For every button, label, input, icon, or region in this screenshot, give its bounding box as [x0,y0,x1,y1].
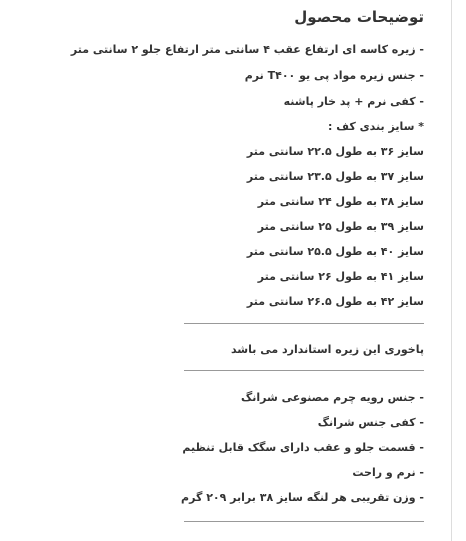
desc-line-size-39: سایز ۳۹ به طول ۲۵ سانتی متر [257,220,424,233]
desc-line-size-36: سایز ۳۶ به طول ۲۲.۵ سانتی متر [246,145,424,158]
fit-note: پاخوری این زیره استاندارد می باشد [230,343,424,356]
desc-line-sole-height: - زیره کاسه ای ارتفاع عقب ۴ سانتی متر ارتفاع جلو ۲ سانتی متر [70,43,424,56]
desc-line-size-38: سایز ۳۸ به طول ۲۴ سانتی متر [257,195,424,208]
desc-line-size-40: سایز ۴۰ به طول ۲۵.۵ سانتی متر [246,245,424,258]
desc-line-sizing-header: * سایز بندی کف : [328,120,424,133]
desc-line-buckles: - قسمت جلو و عقب دارای سگک قابل تنظیم [182,441,424,454]
desc-line-comfort: - نرم و راحت [352,466,424,479]
desc-line-insole-material: - کفی جنس شرانگ [317,416,424,429]
desc-line-sole-material: - جنس زیره مواد پی یو T۴۰۰ نرم [244,69,424,82]
desc-line-size-37: سایز ۳۷ به طول ۲۳.۵ سانتی متر [246,170,424,183]
desc-line-size-42: سایز ۴۲ به طول ۲۶.۵ سانتی متر [246,295,424,308]
separator-line [184,370,424,371]
separator-line [184,323,424,324]
desc-line-upper-material: - جنس رویه چرم مصنوعی شرانگ [241,391,424,404]
desc-line-insole: - کفی نرم + پد خار پاشنه [283,95,424,108]
section-title: توضیحات محصول [294,8,424,26]
desc-line-weight: - وزن تقریبی هر لنگه سایز ۳۸ برابر ۲۰۹ گرم [181,491,424,504]
separator-line [184,521,424,522]
desc-line-size-41: سایز ۴۱ به طول ۲۶ سانتی متر [257,270,424,283]
